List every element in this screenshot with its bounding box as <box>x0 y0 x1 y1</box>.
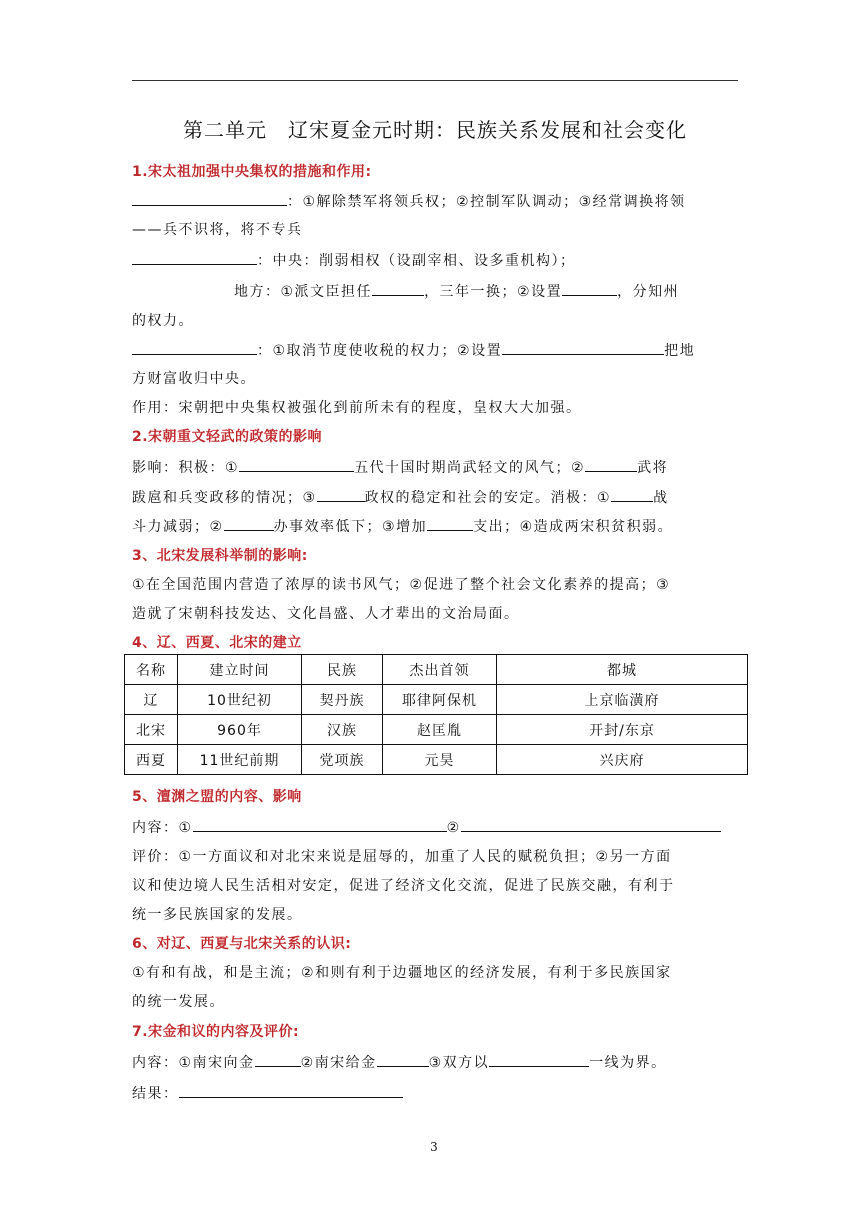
blank[interactable] <box>377 1052 429 1067</box>
s7-line-1: 内容：①南宋向金 ②南宋给金 ③双方以 一线为界。 <box>132 1052 744 1073</box>
table-header-cell: 名称 <box>125 655 178 685</box>
section-2-heading: 2.宋朝重文轻武的政策的影响 <box>132 429 323 445</box>
s3-line-2: 造就了宋朝科技发达、文化昌盛、人才辈出的文治局面。 <box>132 606 520 622</box>
section-3-heading: 3、北宋发展科举制的影响: <box>132 548 308 564</box>
table-header-cell: 民族 <box>302 655 383 685</box>
s1-line-4: 地方：①派文臣担任 ，三年一换；②设置 ，分知州 <box>132 281 744 302</box>
blank[interactable] <box>193 817 447 832</box>
blank[interactable] <box>585 457 637 472</box>
s1-line-5: 的权力。 <box>132 313 194 329</box>
page-title: 第二单元 辽宋夏金元时期：民族关系发展和社会变化 <box>183 118 687 142</box>
section-4-heading: 4、辽、西夏、北宋的建立 <box>132 635 302 651</box>
s2-line-2: 跋扈和兵变政移的情况；③ 政权的稳定和社会的安定。消极：① 战 <box>132 487 744 508</box>
s5-line-2: 评价：①一方面议和对北宋来说是屈辱的，加重了人民的赋税负担；②另一方面 <box>132 849 672 865</box>
page-number: 3 <box>430 1140 438 1154</box>
s5-line-1: 内容：① ② <box>132 817 744 838</box>
blank[interactable] <box>224 516 274 531</box>
blank[interactable] <box>427 516 473 531</box>
blank[interactable] <box>372 281 424 296</box>
table-row <box>125 745 748 775</box>
s1-line-6: ：①取消节度使收税的权力；②设置 把地 <box>132 340 744 361</box>
s1-line-3: ：中央：削弱相权（设副宰相、设多重机构）； <box>132 250 744 271</box>
table-cell: 北宋 <box>125 715 178 745</box>
blank[interactable] <box>502 340 664 355</box>
table-cell: 辽 <box>125 685 178 715</box>
table-row <box>125 685 748 715</box>
table-header-cell: 建立时间 <box>178 655 302 685</box>
states-table <box>124 654 748 775</box>
s6-line-2: 的统一发展。 <box>132 994 225 1010</box>
section-7-heading: 7.宋金和议的内容及评价: <box>132 1024 300 1040</box>
section-1-heading: 1.宋太祖加强中央集权的措施和作用: <box>132 164 372 180</box>
table-header-cell: 杰出首领 <box>383 655 497 685</box>
header-rule <box>132 80 738 81</box>
s6-line-1: ①有和有战，和是主流；②和则有利于边疆地区的经济发展，有利于多民族国家 <box>132 965 672 981</box>
table-cell: 党项族 <box>302 745 383 775</box>
blank[interactable] <box>461 817 721 832</box>
table-cell: 耶律阿保机 <box>383 685 497 715</box>
blank[interactable] <box>562 281 617 296</box>
table-cell: 汉族 <box>302 715 383 745</box>
table-header-cell: 都城 <box>497 655 748 685</box>
section-5-heading: 5、澶渊之盟的内容、影响 <box>132 789 302 805</box>
table-cell: 元昊 <box>383 745 497 775</box>
s1-line-8: 作用：宋朝把中央集权被强化到前所未有的程度，皇权大大加强。 <box>132 400 582 416</box>
s1-line-2: ——兵不识将，将不专兵 <box>132 222 303 238</box>
s3-line-1: ①在全国范围内营造了浓厚的读书风气；②促进了整个社会文化素养的提高；③ <box>132 577 671 593</box>
table-cell: 11世纪前期 <box>178 745 302 775</box>
table-cell: 上京临潢府 <box>497 685 748 715</box>
section-6-heading: 6、对辽、西夏与北宋关系的认识: <box>132 936 352 952</box>
table-cell: 960年 <box>178 715 302 745</box>
s1-line-7: 方财富收归中央。 <box>132 371 256 387</box>
blank[interactable] <box>255 1052 301 1067</box>
table-header-row <box>125 655 748 685</box>
s5-line-3: 议和使边境人民生活相对安定，促进了经济文化交流，促进了民族交融，有利于 <box>132 878 675 894</box>
blank[interactable] <box>132 340 257 355</box>
s5-line-4: 统一多民族国家的发展。 <box>132 907 303 923</box>
table-cell: 兴庆府 <box>497 745 748 775</box>
table-cell: 西夏 <box>125 745 178 775</box>
table-cell: 开封/东京 <box>497 715 748 745</box>
blank[interactable] <box>132 191 287 206</box>
blank[interactable] <box>317 487 365 502</box>
blank[interactable] <box>611 487 653 502</box>
s2-line-1: 影响：积极：① 五代十国时期尚武轻文的风气；② 武将 <box>132 457 744 478</box>
blank[interactable] <box>179 1083 403 1098</box>
s2-line-3: 斗力减弱；② 办事效率低下；③增加 支出；④造成两宋积贫积弱。 <box>132 516 744 537</box>
s7-line-2: 结果： <box>132 1083 744 1104</box>
table-cell: 10世纪初 <box>178 685 302 715</box>
blank[interactable] <box>132 250 257 265</box>
s1-line-1: ：①解除禁军将领兵权；②控制军队调动；③经常调换将领 <box>132 191 744 212</box>
table-row <box>125 715 748 745</box>
table-cell: 赵匡胤 <box>383 715 497 745</box>
blank[interactable] <box>239 457 354 472</box>
blank[interactable] <box>489 1052 589 1067</box>
table-cell: 契丹族 <box>302 685 383 715</box>
